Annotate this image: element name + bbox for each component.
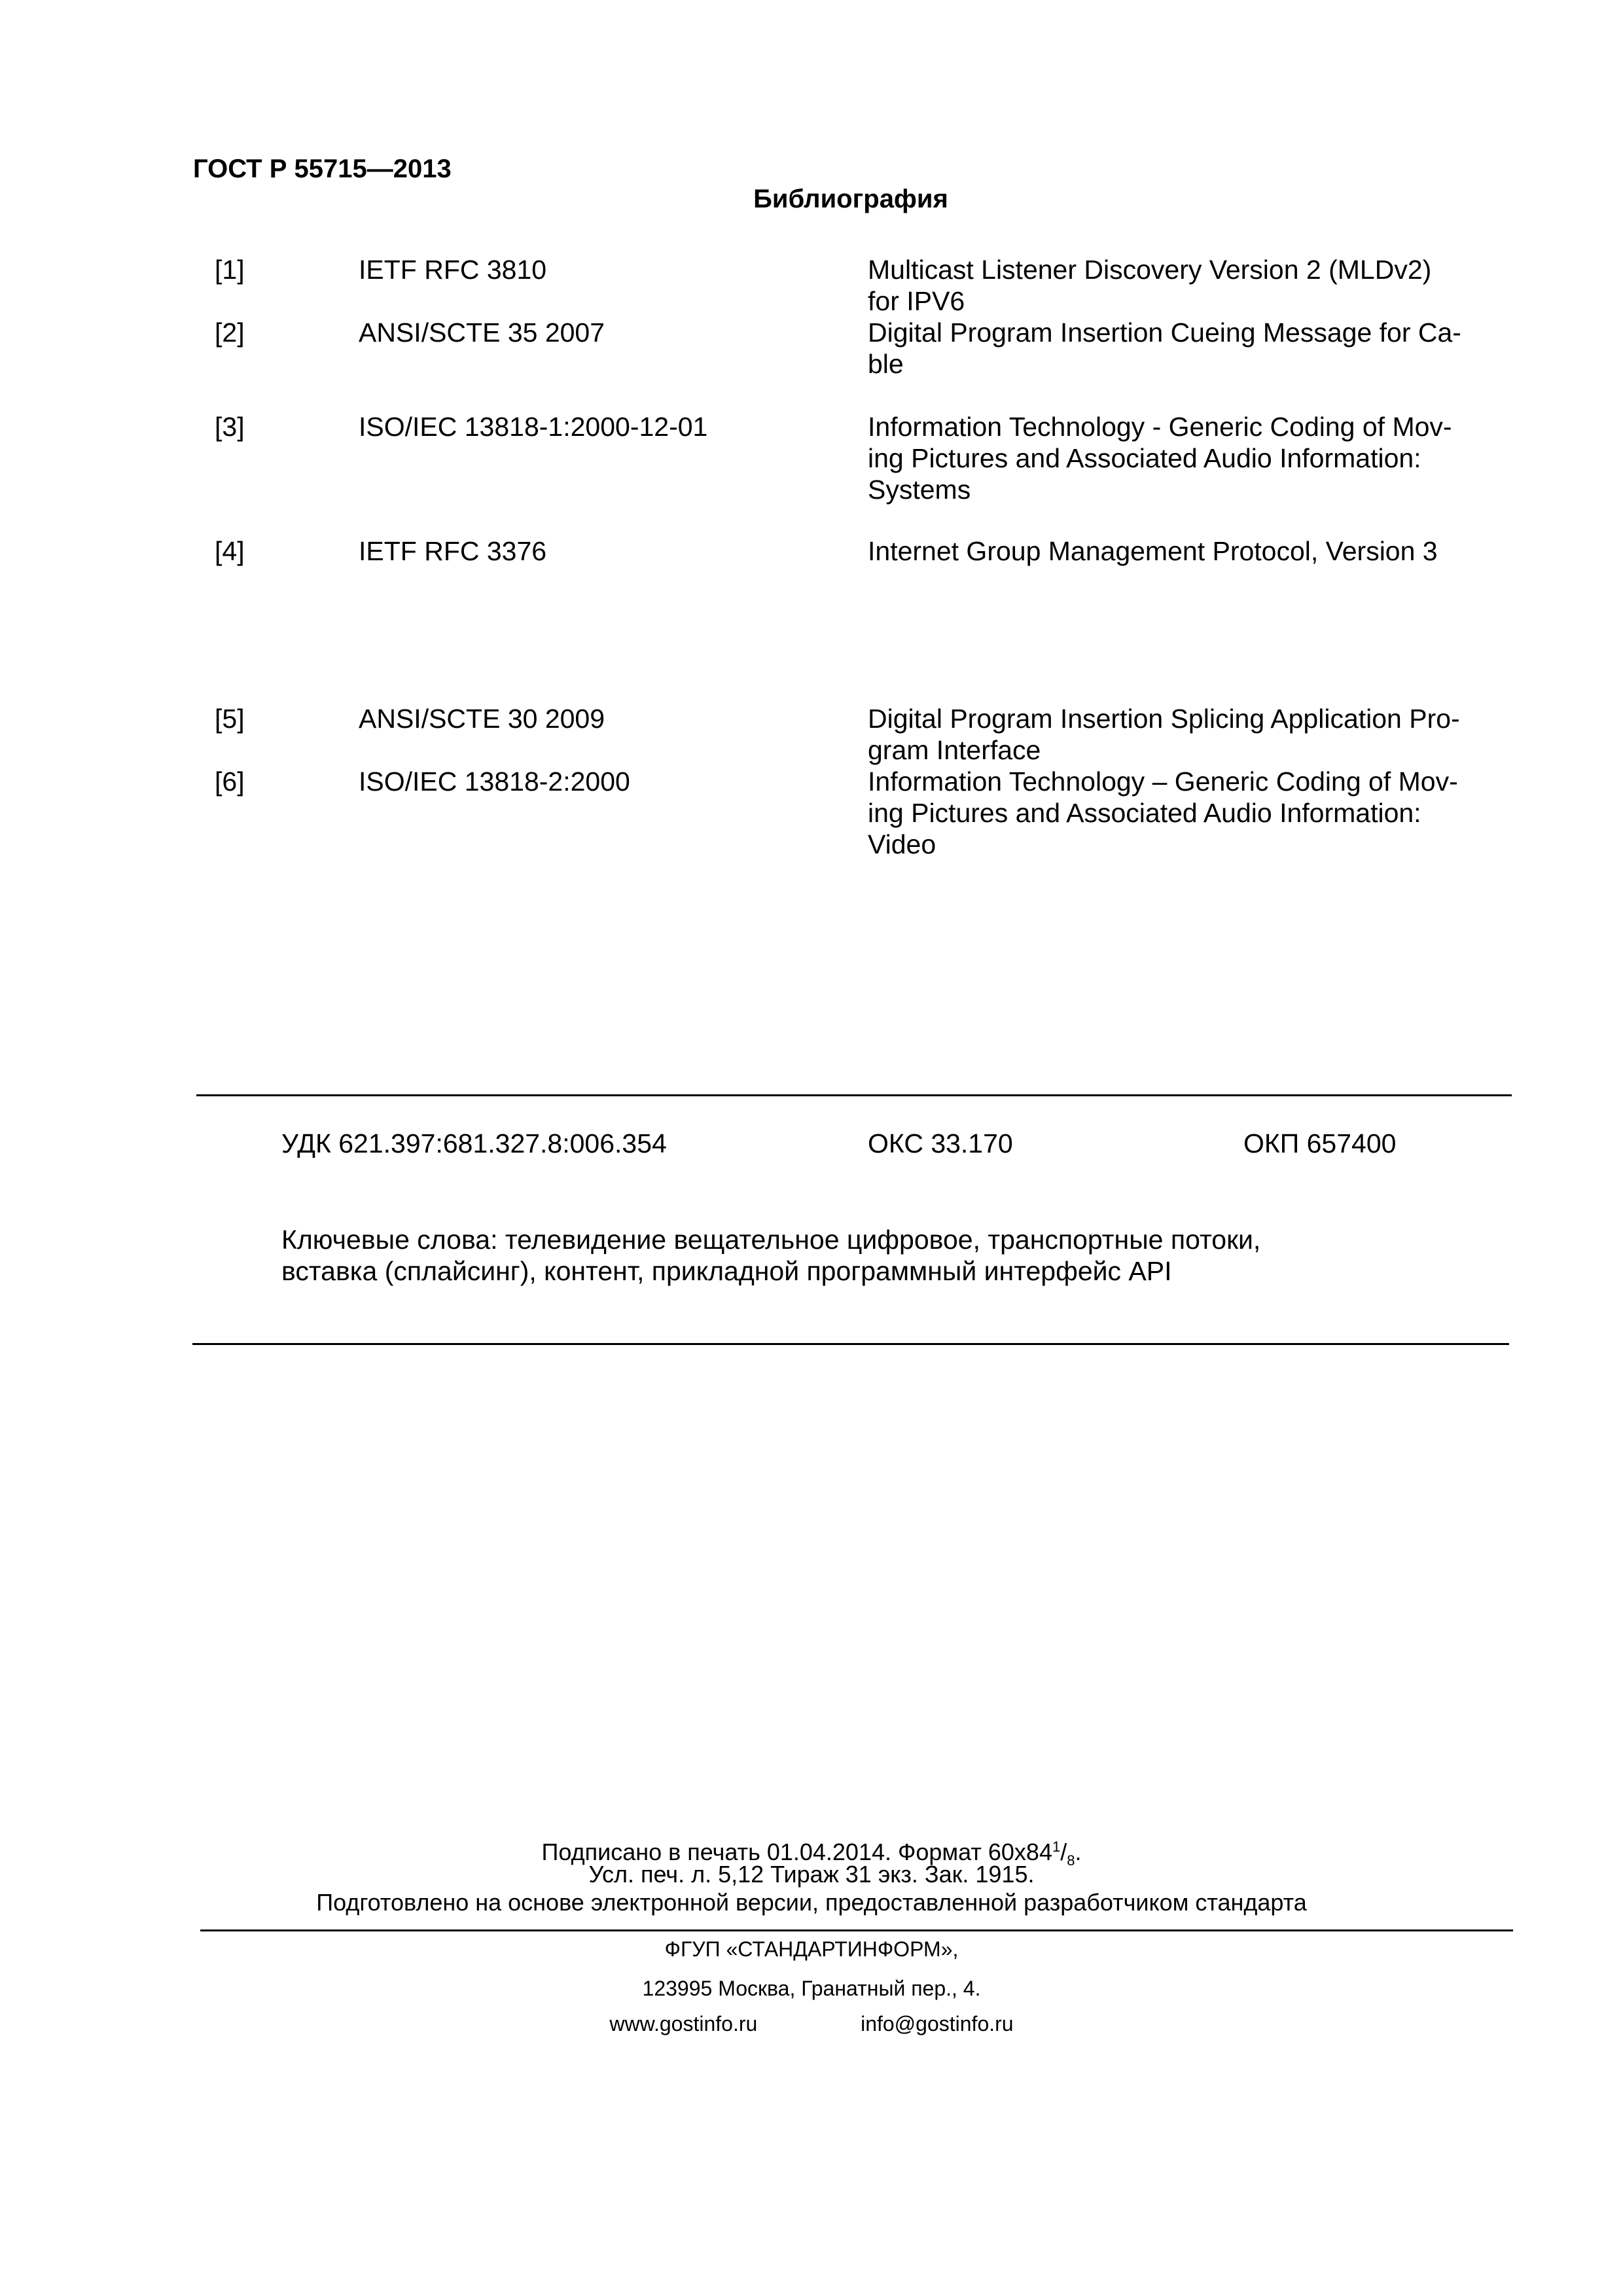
entry-description-line: ing Pictures and Associated Audio Information: [868, 443, 1421, 473]
keywords [281, 1224, 1260, 1287]
entry-number: [6] [215, 766, 245, 797]
entry-description-line: ble [868, 349, 904, 379]
entry-description [868, 703, 1476, 766]
entry-code: IETF RFC 3376 [359, 536, 547, 566]
imprint-line-2: Усл. печ. л. 5,12 Тираж 31 экз. Зак. 1915. [588, 1861, 1035, 1888]
entry-description [868, 254, 1476, 317]
entry-code: ANSI/SCTE 35 2007 [359, 317, 605, 348]
standard-header: ГОСТ Р 55715—2013 [193, 154, 452, 183]
entry-description [868, 411, 1476, 505]
entry-number: [5] [215, 704, 245, 734]
entry-number: [1] [215, 255, 245, 285]
format-fraction-separator: / [1060, 1839, 1067, 1865]
format-fraction-denominator: 8 [1067, 1852, 1075, 1869]
email-link[interactable]: info@gostinfo.ru [861, 2012, 1014, 2036]
keywords-line: Ключевые слова: телевидение вещательное цифровое, транспортные потоки, [281, 1225, 1261, 1255]
website-link[interactable]: www.gostinfo.ru [609, 2012, 758, 2036]
entry-description [868, 535, 1476, 567]
entry-description-line: Information Technology - Generic Coding of Mov- [868, 412, 1452, 442]
divider-bottom [200, 1929, 1513, 1931]
entry-description-line: for IPV6 [868, 286, 965, 316]
entry-number: [2] [215, 317, 245, 348]
entry-description [868, 317, 1476, 380]
divider-top [196, 1094, 1512, 1096]
entry-description-line: ing Pictures and Associated Audio Information: [868, 798, 1421, 828]
divider-middle [192, 1343, 1509, 1345]
entry-number: [3] [215, 412, 245, 442]
entry-description-line: Internet Group Management Protocol, Version 3 [868, 536, 1438, 566]
entry-description-line: gram Interface [868, 735, 1041, 765]
entry-number: [4] [215, 536, 245, 566]
imprint-text: . [1075, 1839, 1082, 1865]
publisher-address: 123995 Москва, Гранатный пер., 4. [642, 1977, 981, 2000]
entry-code: ISO/IEC 13818-1:2000-12-01 [359, 412, 708, 442]
keywords-line: вставка (сплайсинг), контент, прикладной программный интерфейс API [281, 1256, 1172, 1286]
okp-code: ОКП 657400 [1243, 1128, 1397, 1158]
entry-description-line: Multicast Listener Discovery Version 2 (MLDv2) [868, 255, 1432, 285]
entry-description-line: Video [868, 829, 936, 859]
entry-code: ANSI/SCTE 30 2009 [359, 704, 605, 734]
entry-description-line: Digital Program Insertion Splicing Application Pro- [868, 704, 1460, 734]
publisher-name: ФГУП «СТАНДАРТИНФОРМ», [664, 1937, 959, 1961]
entry-description-line: Systems [868, 475, 971, 505]
entry-code: ISO/IEC 13818-2:2000 [359, 766, 630, 797]
entry-description [868, 766, 1476, 860]
udk-code: УДК 621.397:681.327.8:006.354 [281, 1128, 667, 1158]
bibliography-title: Библиография [753, 185, 948, 213]
format-fraction-numerator: 1 [1052, 1839, 1061, 1855]
entry-description-line: Digital Program Insertion Cueing Message for Ca- [868, 317, 1461, 348]
imprint-line-3: Подготовлено на основе электронной версии, предоставленной разработчиком стандарта [316, 1889, 1307, 1916]
oks-code: ОКС 33.170 [868, 1128, 1013, 1158]
entry-code: IETF RFC 3810 [359, 255, 547, 285]
publisher-contacts [0, 2012, 1623, 2036]
entry-description-line: Information Technology – Generic Coding of Mov- [868, 766, 1458, 797]
imprint-text: Подписано в печать 01.04.2014. Формат 60x84 [541, 1839, 1052, 1865]
